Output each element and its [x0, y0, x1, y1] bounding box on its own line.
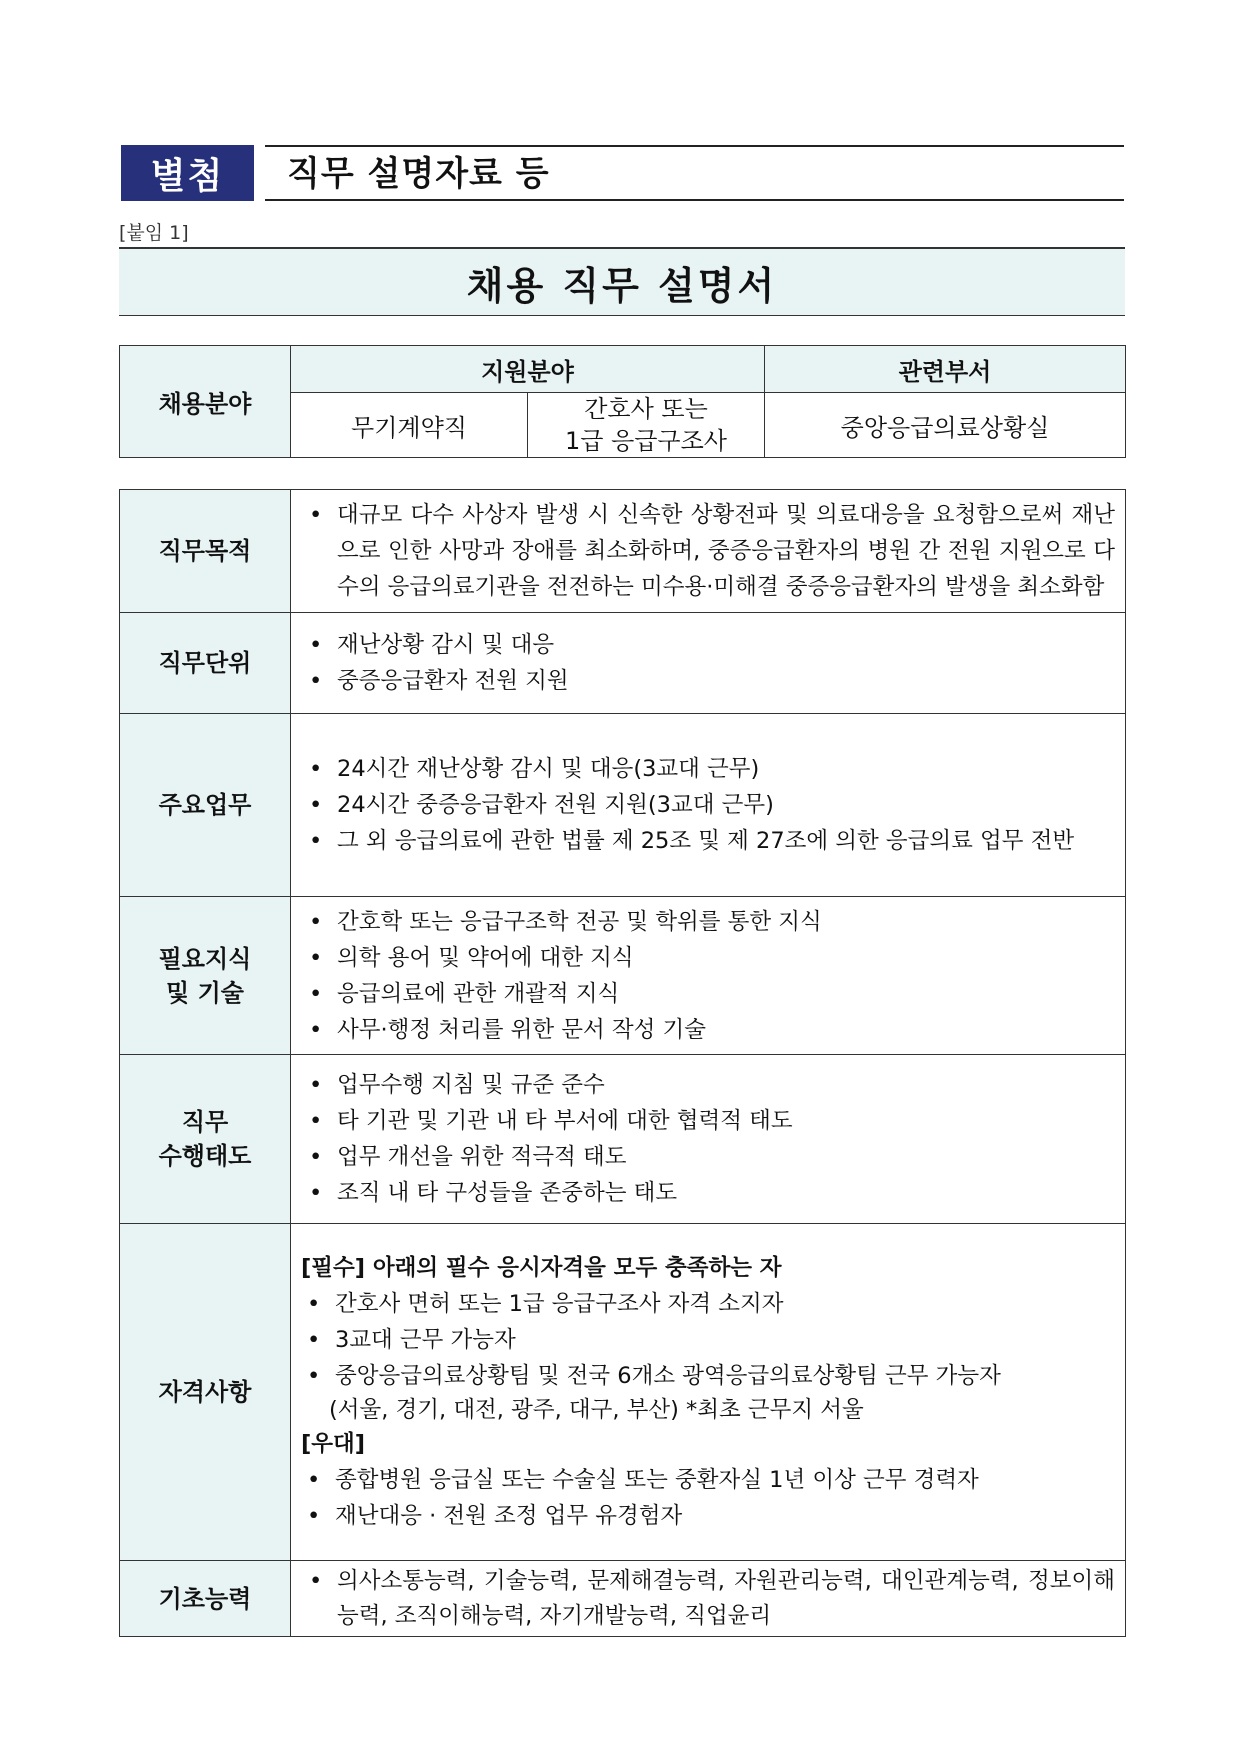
preferred-item: • 재난대응 · 전원 조정 업무 유경험자 [301, 1498, 1115, 1534]
skill-item: • 사무·행정 처리를 위한 문서 작성 기술 [303, 1012, 1115, 1048]
preferred-item: • 종합병원 응급실 또는 수술실 또는 중환자실 1년 이상 근무 경력자 [301, 1462, 1115, 1498]
unit-label: 직무단위 [120, 613, 291, 714]
attitude-label [120, 1055, 291, 1224]
employment-type: 무기계약직 [291, 393, 528, 458]
job-title [528, 393, 765, 458]
attitude-item: • 타 기관 및 기관 내 타 부서에 대한 협력적 태도 [303, 1103, 1115, 1139]
job-description-table [119, 489, 1126, 1637]
main-duties-label: 주요업무 [120, 714, 291, 897]
purpose-item: • 대규모 다수 사상자 발생 시 신속한 상황전파 및 의료대응을 요청함으로써 재난으로 인한 사망과 장애를 최소화하며, 중증응급환자의 병원 간 전원 지원으로 다수의 응급의료기관을 전전하는 미수용·미해결 중증응급환자의 발생을 최소화함 [303, 497, 1115, 605]
apply-field-header: 지원분야 [291, 346, 765, 393]
job-title-line1: 간호사 또는 [584, 395, 708, 423]
skills-label-line1: 필요지식 [158, 944, 252, 973]
unit-item: • 재난상황 감시 및 대응 [303, 627, 1115, 663]
preferred-heading: [우대] [301, 1431, 366, 1457]
row-basic-abilities [120, 1561, 1126, 1637]
required-item: • 중앙응급의료상황팀 및 전국 6개소 광역응급의료상황팀 근무 가능자 [301, 1358, 1115, 1394]
title-rule-top [265, 145, 1124, 147]
unit-item: • 중증응급환자 전원 지원 [303, 663, 1115, 699]
banner-title: 채용 직무 설명서 [119, 247, 1125, 316]
skills-label-line2: 및 기술 [166, 978, 244, 1007]
row-main-duties [120, 714, 1126, 897]
attachment-label: [붙임 1] [119, 222, 189, 244]
skill-item: • 의학 용어 및 약어에 대한 지식 [303, 940, 1115, 976]
row-attitude [120, 1055, 1126, 1224]
basic-abilities-item: • 의사소통능력, 기술능력, 문제해결능력, 자원관리능력, 대인관계능력, 정보이해능력, 조직이해능력, 자기개발능력, 직업윤리 [303, 1564, 1115, 1634]
purpose-label: 직무목적 [120, 490, 291, 613]
required-item: • 간호사 면허 또는 1급 응급구조사 자격 소지자 [301, 1286, 1115, 1322]
main-duty-item: • 24시간 재난상황 감시 및 대응(3교대 근무) [303, 751, 1115, 787]
skill-item: • 간호학 또는 응급구조학 전공 및 학위를 통한 지식 [303, 904, 1115, 940]
qualification-label: 자격사항 [120, 1224, 291, 1561]
attitude-label-line2: 수행태도 [158, 1142, 252, 1170]
attitude-item: • 업무수행 지침 및 규준 준수 [303, 1067, 1115, 1103]
department-header: 관련부서 [765, 346, 1126, 393]
main-duty-item: • 24시간 중증응급환자 전원 지원(3교대 근무) [303, 787, 1115, 823]
document-title: 직무 설명자료 등 [287, 154, 550, 194]
job-title-line2: 1급 응급구조사 [564, 427, 727, 455]
skills-label [120, 897, 291, 1055]
attitude-item: • 업무 개선을 위한 적극적 태도 [303, 1139, 1115, 1175]
field-label: 채용분야 [120, 346, 291, 458]
row-purpose [120, 490, 1126, 613]
skill-item: • 응급의료에 관한 개괄적 지식 [303, 976, 1115, 1012]
row-qualification [120, 1224, 1126, 1561]
attitude-item: • 조직 내 타 구성들을 존중하는 태도 [303, 1175, 1115, 1211]
required-item: • 3교대 근무 가능자 [301, 1322, 1115, 1358]
title-rule-bottom [265, 199, 1124, 201]
department-value: 중앙응급의료상황실 [765, 393, 1126, 458]
appendix-tag: 별첨 [121, 145, 254, 201]
row-unit [120, 613, 1126, 714]
main-duty-item: • 그 외 응급의료에 관한 법률 제 25조 및 제 27조에 의한 응급의료 업무 전반 [303, 823, 1115, 859]
required-heading: [필수] 아래의 필수 응시자격을 모두 충족하는 자 [301, 1255, 782, 1281]
required-note: (서울, 경기, 대전, 광주, 대구, 부산) *최초 근무지 서울 [329, 1397, 864, 1423]
row-skills [120, 897, 1126, 1055]
recruit-field-table [119, 345, 1126, 458]
basic-abilities-label: 기초능력 [120, 1561, 291, 1637]
attitude-label-line1: 직무 [181, 1108, 229, 1136]
